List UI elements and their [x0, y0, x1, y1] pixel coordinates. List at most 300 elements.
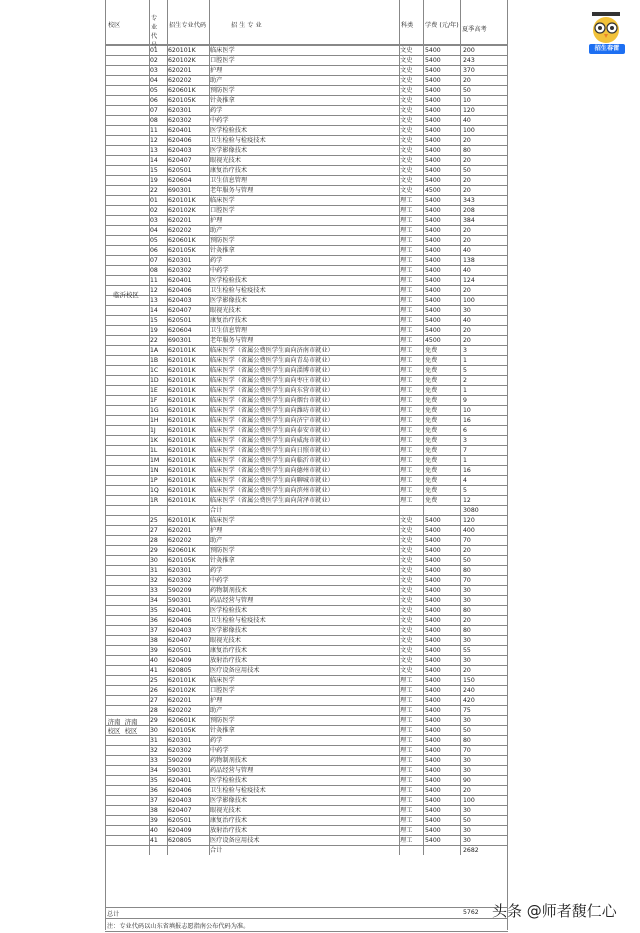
- table-row: [105, 415, 508, 425]
- major-name: 临床医学（省属公费医学生面向菏泽市就业）: [210, 497, 334, 504]
- plan-count: 80: [463, 567, 471, 574]
- major-name: 助产: [210, 707, 223, 714]
- table-row: [105, 435, 508, 445]
- major-no: 07: [150, 107, 158, 114]
- plan-count: 30: [463, 597, 471, 604]
- table-row: [105, 515, 508, 525]
- plan-count: 90: [463, 777, 471, 784]
- plan-count: 30: [463, 837, 471, 844]
- table-row: [105, 645, 508, 655]
- subject: 理工: [400, 697, 413, 704]
- major-no: 40: [150, 827, 158, 834]
- major-no: 31: [150, 567, 158, 574]
- subject: 理工: [400, 837, 413, 844]
- note-text: 注：专业代码以山东省填报志愿指南公布代码为准。: [107, 923, 250, 930]
- plan-count: 12: [463, 497, 471, 504]
- major-name: 临床医学: [210, 517, 235, 524]
- table-row: [105, 545, 508, 555]
- plan-count: 100: [463, 797, 475, 804]
- table-row: [105, 455, 508, 465]
- major-no: 1N: [150, 467, 159, 474]
- major-code: 620805: [168, 837, 192, 844]
- fee: 5400: [425, 327, 441, 334]
- major-name: 临床医学（省属公费医学生面向济宁市就业）: [210, 417, 334, 424]
- fee: 免费: [425, 457, 438, 464]
- major-name: 卫生信息管理: [210, 327, 248, 334]
- major-code: 590301: [168, 597, 192, 604]
- fee: 5400: [425, 297, 441, 304]
- table-row: [105, 825, 508, 835]
- subject: 文史: [400, 147, 413, 154]
- plan-count: 75: [463, 707, 471, 714]
- major-name: 卫生检验与检疫技术: [210, 617, 266, 624]
- plan-count: 343: [463, 197, 475, 204]
- major-no: 1C: [150, 367, 159, 374]
- subject: 理工: [400, 807, 413, 814]
- subject: 理工: [400, 727, 413, 734]
- major-name: 药物制剂技术: [210, 587, 248, 594]
- table-row: [105, 815, 508, 825]
- major-code: 620401: [168, 607, 192, 614]
- subject: 理工: [400, 297, 413, 304]
- subject: 文史: [400, 187, 413, 194]
- major-no: 1B: [150, 357, 159, 364]
- plan-count: 70: [463, 577, 471, 584]
- subject: 理工: [400, 687, 413, 694]
- major-no: 03: [150, 67, 158, 74]
- subject: 理工: [400, 447, 413, 454]
- major-name: 医学影像技术: [210, 297, 248, 304]
- major-no: 1L: [150, 447, 158, 454]
- major-no: 02: [150, 207, 158, 214]
- major-code: 620101K: [168, 477, 196, 484]
- subject: 文史: [400, 587, 413, 594]
- major-name: 临床医学: [210, 47, 235, 54]
- major-code: 620101K: [168, 407, 196, 414]
- major-code: 620101K: [168, 47, 196, 54]
- major-code: 620407: [168, 157, 192, 164]
- table-row: [105, 555, 508, 565]
- major-name: 临床医学（省属公费医学生面向济南市就业）: [210, 347, 334, 354]
- fee: 5400: [425, 307, 441, 314]
- subject: 文史: [400, 627, 413, 634]
- fee: 5400: [425, 257, 441, 264]
- table-row: [105, 685, 508, 695]
- fee: 免费: [425, 347, 438, 354]
- subject: 理工: [400, 497, 413, 504]
- total-row: [105, 907, 508, 918]
- fee: 免费: [425, 417, 438, 424]
- fee: 5400: [425, 607, 441, 614]
- grid-line: [399, 0, 400, 855]
- major-no: 27: [150, 697, 158, 704]
- major-code: 590209: [168, 587, 192, 594]
- major-no: 01: [150, 47, 158, 54]
- subject: 理工: [400, 397, 413, 404]
- major-code: 620301: [168, 737, 192, 744]
- table-row: [105, 595, 508, 605]
- plan-count: 30: [463, 757, 471, 764]
- plan-count: 30: [463, 307, 471, 314]
- major-code: 620101K: [168, 467, 196, 474]
- major-name: 临床医学（省属公费医学生面向滨州市就业）: [210, 487, 334, 494]
- major-name: 临床医学: [210, 197, 235, 204]
- major-name: 放射治疗技术: [210, 657, 248, 664]
- major-no: 36: [150, 787, 158, 794]
- grid-line: [507, 0, 508, 930]
- major-no: 29: [150, 717, 158, 724]
- major-name: 中药学: [210, 267, 229, 274]
- subject: 文史: [400, 77, 413, 84]
- plan-count: 120: [463, 107, 475, 114]
- major-code: 620101K: [168, 377, 196, 384]
- major-name: 老年服务与管理: [210, 337, 254, 344]
- plan-count: 16: [463, 417, 471, 424]
- subject: 理工: [400, 267, 413, 274]
- fee: 5400: [425, 237, 441, 244]
- plan-count: 80: [463, 737, 471, 744]
- campus-jinan-left: 济南校区: [107, 718, 121, 735]
- major-code: 620406: [168, 617, 192, 624]
- table-row: [105, 185, 508, 195]
- major-no: 22: [150, 187, 158, 194]
- major-name: 康复治疗技术: [210, 167, 248, 174]
- table-row: [105, 615, 508, 625]
- fee: 5400: [425, 637, 441, 644]
- subject: 理工: [400, 777, 413, 784]
- subject: 理工: [400, 217, 413, 224]
- table-row: [105, 625, 508, 635]
- subject: 文史: [400, 577, 413, 584]
- major-no: 32: [150, 747, 158, 754]
- grid-line: [167, 0, 168, 855]
- plan-count: 138: [463, 257, 475, 264]
- fee: 5400: [425, 777, 441, 784]
- fee: 5400: [425, 737, 441, 744]
- plan-count: 1: [463, 357, 467, 364]
- fee: 5400: [425, 517, 441, 524]
- major-no: 12: [150, 287, 158, 294]
- major-no: 1P: [150, 477, 158, 484]
- fee: 5400: [425, 167, 441, 174]
- table-row: [105, 425, 508, 435]
- plan-count: 80: [463, 627, 471, 634]
- plan-count: 20: [463, 157, 471, 164]
- plan-count: 400: [463, 527, 475, 534]
- major-no: 15: [150, 317, 158, 324]
- major-code: 690301: [168, 337, 192, 344]
- plan-count: 1: [463, 387, 467, 394]
- major-no: 37: [150, 627, 158, 634]
- major-code: 620101K: [168, 457, 196, 464]
- table-row: [105, 335, 508, 345]
- major-name: 卫生信息管理: [210, 177, 248, 184]
- fee: 4500: [425, 187, 441, 194]
- plan-count: 20: [463, 187, 471, 194]
- major-code: 620201: [168, 527, 192, 534]
- table-row: [105, 155, 508, 165]
- major-name: 预防医学: [210, 547, 235, 554]
- plan-count: 40: [463, 117, 471, 124]
- fee: 免费: [425, 427, 438, 434]
- table-row: [105, 495, 508, 505]
- major-no: 33: [150, 757, 158, 764]
- fee: 免费: [425, 407, 438, 414]
- subject: 理工: [400, 747, 413, 754]
- major-code: 620406: [168, 787, 192, 794]
- table-row: [105, 305, 508, 315]
- major-name: 助产: [210, 227, 223, 234]
- table-row: [105, 115, 508, 125]
- major-no: 32: [150, 577, 158, 584]
- subject: 文史: [400, 67, 413, 74]
- major-name: 药学: [210, 257, 223, 264]
- plan-count: 200: [463, 47, 475, 54]
- major-code: 620202: [168, 707, 192, 714]
- major-name: 合计: [210, 507, 223, 514]
- subject: 理工: [400, 427, 413, 434]
- major-name: 眼视光技术: [210, 307, 241, 314]
- major-code: 620604: [168, 327, 192, 334]
- major-name: 医学影像技术: [210, 797, 248, 804]
- fee: 免费: [425, 437, 438, 444]
- major-no: 1H: [150, 417, 159, 424]
- major-code: 620101K: [168, 497, 196, 504]
- major-no: 11: [150, 277, 158, 284]
- major-name: 医学检验技术: [210, 607, 248, 614]
- note-row: [105, 918, 508, 932]
- major-code: 690301: [168, 187, 192, 194]
- major-code: 620407: [168, 637, 192, 644]
- plan-count: 50: [463, 557, 471, 564]
- fee: 5400: [425, 717, 441, 724]
- major-no: 01: [150, 197, 158, 204]
- major-name: 中药学: [210, 747, 229, 754]
- major-name: 药学: [210, 737, 223, 744]
- table-row: [105, 55, 508, 65]
- table-row: [105, 655, 508, 665]
- table-row: [105, 315, 508, 325]
- table-row: [105, 605, 508, 615]
- major-code: 620201: [168, 697, 192, 704]
- major-no: 1R: [150, 497, 159, 504]
- subject: 文史: [400, 597, 413, 604]
- plan-count: 2: [463, 377, 467, 384]
- subject: 文史: [400, 127, 413, 134]
- table-row: [105, 735, 508, 745]
- table-row: [105, 755, 508, 765]
- major-code: 620403: [168, 147, 192, 154]
- plan-count: 3: [463, 437, 467, 444]
- header-subject: 科类: [401, 22, 414, 29]
- table-row: [105, 795, 508, 805]
- fee: 5400: [425, 597, 441, 604]
- header-campus: 校区: [108, 22, 121, 29]
- plan-count: 370: [463, 67, 475, 74]
- plan-count: 384: [463, 217, 475, 224]
- fee: 5400: [425, 87, 441, 94]
- table-row: [105, 445, 508, 455]
- table-row: [105, 355, 508, 365]
- header-major-name: 招 生 专 业: [231, 22, 262, 29]
- fee: 5400: [425, 247, 441, 254]
- plan-count: 5: [463, 367, 467, 374]
- major-code: 620301: [168, 567, 192, 574]
- plan-count: 120: [463, 517, 475, 524]
- subject: 理工: [400, 487, 413, 494]
- major-name: 卫生检验与检疫技术: [210, 287, 266, 294]
- major-no: 39: [150, 817, 158, 824]
- subject: 文史: [400, 657, 413, 664]
- subject: 理工: [400, 307, 413, 314]
- subject: 理工: [400, 417, 413, 424]
- major-name: 护理: [210, 217, 223, 224]
- major-code: 620403: [168, 297, 192, 304]
- major-name: 临床医学（省属公费医学生面向枣庄市就业）: [210, 377, 334, 384]
- plan-count: 4: [463, 477, 467, 484]
- major-name: 药学: [210, 107, 223, 114]
- plan-count: 70: [463, 537, 471, 544]
- major-code: 620202: [168, 227, 192, 234]
- major-code: 620403: [168, 627, 192, 634]
- subject: 理工: [400, 817, 413, 824]
- major-code: 620101K: [168, 427, 196, 434]
- fee: 免费: [425, 447, 438, 454]
- fee: 5400: [425, 57, 441, 64]
- major-code: 620102K: [168, 207, 196, 214]
- subject: 理工: [400, 247, 413, 254]
- subject: 理工: [400, 237, 413, 244]
- subject: 文史: [400, 617, 413, 624]
- subject: 理工: [400, 317, 413, 324]
- grid-line: [149, 0, 150, 855]
- fee: 免费: [425, 497, 438, 504]
- table-row: [105, 775, 508, 785]
- fee: 5400: [425, 147, 441, 154]
- subject: 理工: [400, 257, 413, 264]
- major-no: 07: [150, 257, 158, 264]
- fee: 免费: [425, 487, 438, 494]
- fee: 免费: [425, 387, 438, 394]
- fee: 5400: [425, 627, 441, 634]
- major-code: 620401: [168, 777, 192, 784]
- table-row: [105, 215, 508, 225]
- watermark: 头条 @师者馥仁心: [492, 902, 617, 920]
- major-name: 临床医学（省属公费医学生面向淄博市就业）: [210, 367, 334, 374]
- major-code: 590301: [168, 767, 192, 774]
- table-row: [105, 265, 508, 275]
- plan-count: 3080: [463, 507, 479, 514]
- subject: 理工: [400, 277, 413, 284]
- subject: 理工: [400, 387, 413, 394]
- subject: 文史: [400, 607, 413, 614]
- plan-count: 20: [463, 237, 471, 244]
- major-name: 临床医学: [210, 677, 235, 684]
- major-name: 预防医学: [210, 237, 235, 244]
- major-code: 620501: [168, 647, 192, 654]
- table-row: [105, 375, 508, 385]
- major-name: 医学检验技术: [210, 277, 248, 284]
- fee: 免费: [425, 467, 438, 474]
- major-code: 620501: [168, 817, 192, 824]
- table-row: [105, 195, 508, 205]
- fee: 5400: [425, 697, 441, 704]
- major-name: 护理: [210, 527, 223, 534]
- major-code: 620401: [168, 277, 192, 284]
- fee: 5400: [425, 77, 441, 84]
- major-name: 眼视光技术: [210, 157, 241, 164]
- major-code: 620102K: [168, 687, 196, 694]
- table-row: [105, 65, 508, 75]
- major-name: 预防医学: [210, 87, 235, 94]
- major-code: 620101K: [168, 397, 196, 404]
- subject: 理工: [400, 717, 413, 724]
- table-row: [105, 395, 508, 405]
- fee: 5400: [425, 837, 441, 844]
- plan-count: 20: [463, 227, 471, 234]
- subject: 理工: [400, 757, 413, 764]
- major-code: 620302: [168, 747, 192, 754]
- grid-line: [105, 0, 106, 930]
- fee: 5400: [425, 557, 441, 564]
- table-row: [105, 365, 508, 375]
- fee: 5400: [425, 47, 441, 54]
- table-row: [105, 75, 508, 85]
- table-row: [105, 165, 508, 175]
- plan-count: 50: [463, 727, 471, 734]
- major-code: 620604: [168, 177, 192, 184]
- major-no: 41: [150, 837, 158, 844]
- major-name: 口腔医学: [210, 687, 235, 694]
- table-row: [105, 285, 508, 295]
- subject: 文史: [400, 97, 413, 104]
- fee: 5400: [425, 277, 441, 284]
- major-no: 06: [150, 97, 158, 104]
- major-name: 临床医学（省属公费医学生面向德州市就业）: [210, 467, 334, 474]
- fee: 4500: [425, 337, 441, 344]
- plan-count: 20: [463, 667, 471, 674]
- subject: 文史: [400, 137, 413, 144]
- major-no: 25: [150, 677, 158, 684]
- subject: 理工: [400, 437, 413, 444]
- plan-count: 30: [463, 587, 471, 594]
- plan-count: 30: [463, 637, 471, 644]
- plan-count: 9: [463, 397, 467, 404]
- subject: 文史: [400, 667, 413, 674]
- plan-count: 20: [463, 337, 471, 344]
- plan-count: 243: [463, 57, 475, 64]
- subject: 文史: [400, 87, 413, 94]
- table-row: [105, 145, 508, 155]
- major-name: 药物制剂技术: [210, 757, 248, 764]
- major-name: 医学检验技术: [210, 127, 248, 134]
- table-row: [105, 325, 508, 335]
- fee: 免费: [425, 477, 438, 484]
- major-code: 620406: [168, 137, 192, 144]
- major-name: 中药学: [210, 577, 229, 584]
- major-no: 1Q: [150, 487, 159, 494]
- table-row: [105, 85, 508, 95]
- major-name: 临床医学（省属公费医学生面向日照市就业）: [210, 447, 334, 454]
- plan-count: 50: [463, 817, 471, 824]
- major-name: 临床医学（省属公费医学生面向威海市就业）: [210, 437, 334, 444]
- fee: 5400: [425, 137, 441, 144]
- major-code: 620105K: [168, 557, 196, 564]
- subject: 理工: [400, 787, 413, 794]
- major-code: 620101K: [168, 417, 196, 424]
- fee: 5400: [425, 587, 441, 594]
- table-row: [105, 765, 508, 775]
